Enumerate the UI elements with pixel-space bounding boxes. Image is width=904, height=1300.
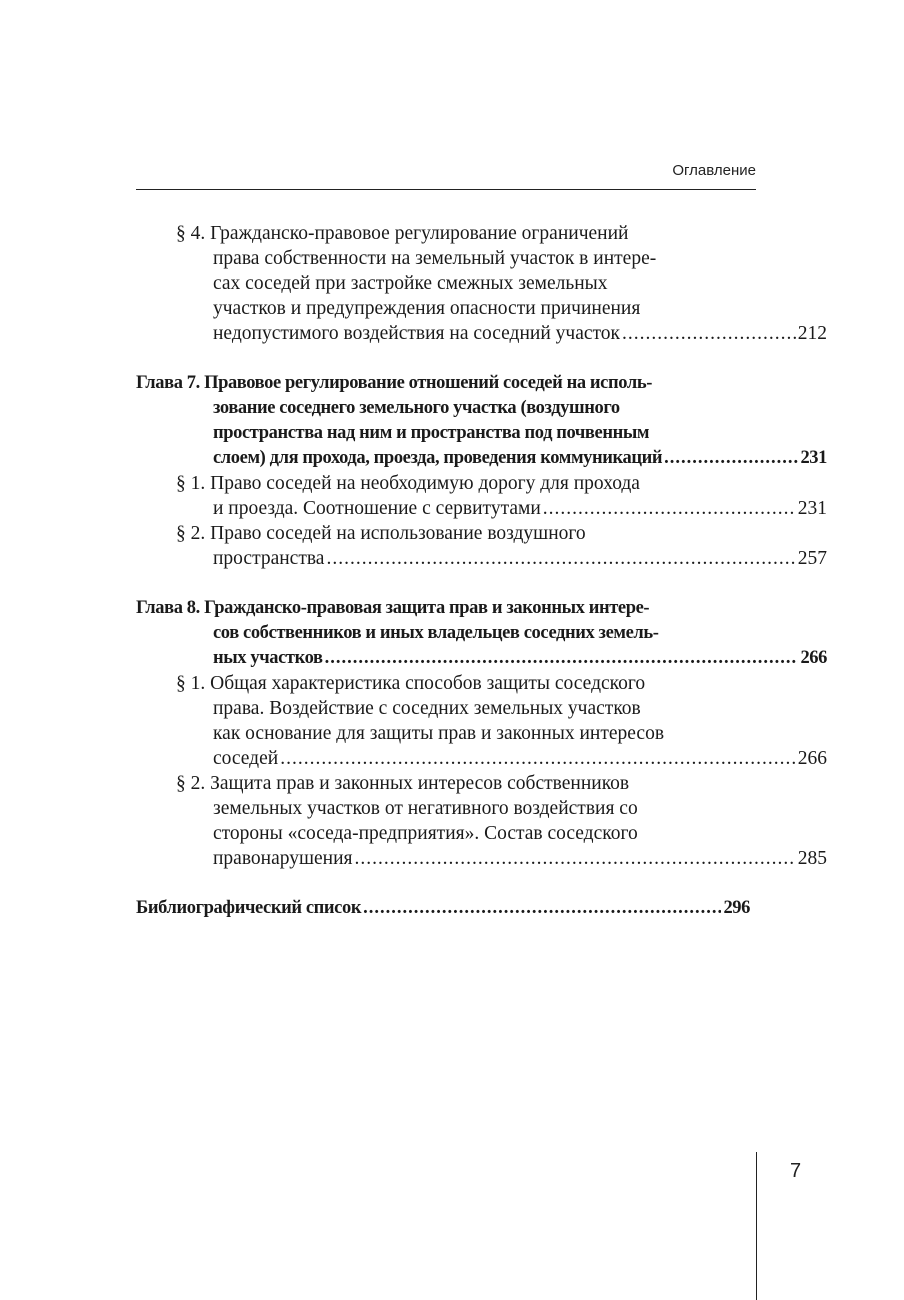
dot-leader xyxy=(355,846,796,871)
toc-entry-text: правонарушения xyxy=(213,848,353,869)
toc-line: права. Воздействие с соседних земельных участков xyxy=(213,698,641,719)
dot-leader xyxy=(622,321,796,346)
toc-entry-text: соседей xyxy=(213,748,279,769)
page-ref: 212 xyxy=(797,323,827,344)
toc-line: § 4. Гражданско-правовое регулирование ограничений xyxy=(176,223,629,244)
toc-entry-last-line xyxy=(136,846,827,871)
dot-leader xyxy=(363,896,721,921)
toc-entry-text: ных участков xyxy=(213,648,323,668)
header-rule xyxy=(136,189,756,190)
page-ref: 231 xyxy=(797,498,827,519)
toc-line: § 2. Право соседей на использование воздушного xyxy=(176,523,586,544)
toc-line: как основание для защиты прав и законных интересов xyxy=(213,723,665,744)
toc-entry-text: Библиографический список xyxy=(136,898,362,918)
page-ref: 266 xyxy=(797,748,827,769)
chapter-heading-line: зование соседнего земельного участка (воздушного xyxy=(213,398,620,418)
table-of-contents xyxy=(136,221,827,921)
page-ref: 296 xyxy=(723,898,750,918)
toc-line: стороны «соседа-предприятия». Состав соседского xyxy=(213,823,638,844)
dot-leader xyxy=(326,546,795,571)
toc-entry-last-line xyxy=(136,546,827,571)
dot-leader xyxy=(543,496,796,521)
page-ref: 257 xyxy=(797,548,827,569)
chapter-heading-line: сов собственников и иных владельцев соседних земель- xyxy=(213,623,659,643)
toc-line: земельных участков от негативного воздействия со xyxy=(213,798,638,819)
toc-entry-text: слоем) для прохода, проезда, проведения коммуникаций xyxy=(213,448,663,468)
toc-entry-text: недопустимого воздействия на соседний участок xyxy=(213,323,620,344)
dot-leader xyxy=(280,746,796,771)
chapter-heading-line: Глава 7. Правовое регулирование отношений соседей на исполь- xyxy=(136,373,652,393)
chapter-heading-line: пространства над ним и пространства под почвенным xyxy=(213,423,650,443)
toc-entry-last-line xyxy=(136,746,827,771)
chapter-entry-last-line xyxy=(136,446,827,471)
toc-entry-text: пространства xyxy=(213,548,325,569)
page-number-rule xyxy=(756,1152,757,1300)
toc-entry-last-line xyxy=(136,496,827,521)
page-ref: 285 xyxy=(797,848,827,869)
running-head: Оглавление xyxy=(672,162,756,179)
toc-line: права собственности на земельный участок в интере- xyxy=(213,248,657,269)
toc-line: § 1. Общая характеристика способов защиты соседского xyxy=(176,673,646,694)
page-number: 7 xyxy=(790,1160,802,1182)
dot-leader xyxy=(664,446,798,471)
page-ref: 266 xyxy=(800,648,827,668)
toc-entry-text: и проезда. Соотношение с сервитутами xyxy=(213,498,541,519)
dot-leader xyxy=(325,646,799,671)
toc-entry-last-line xyxy=(136,321,827,346)
page-ref: 231 xyxy=(800,448,827,468)
toc-line: сах соседей при застройке смежных земельных xyxy=(213,273,608,294)
chapter-entry-last-line xyxy=(136,646,827,671)
chapter-heading-line: Глава 8. Гражданско-правовая защита прав и законных интере- xyxy=(136,598,650,618)
toc-line: участков и предупреждения опасности причинения xyxy=(213,298,641,319)
toc-line: § 2. Защита прав и законных интересов собственников xyxy=(176,773,630,794)
toc-line: § 1. Право соседей на необходимую дорогу для прохода xyxy=(176,473,640,494)
bibliography-entry xyxy=(136,896,750,921)
